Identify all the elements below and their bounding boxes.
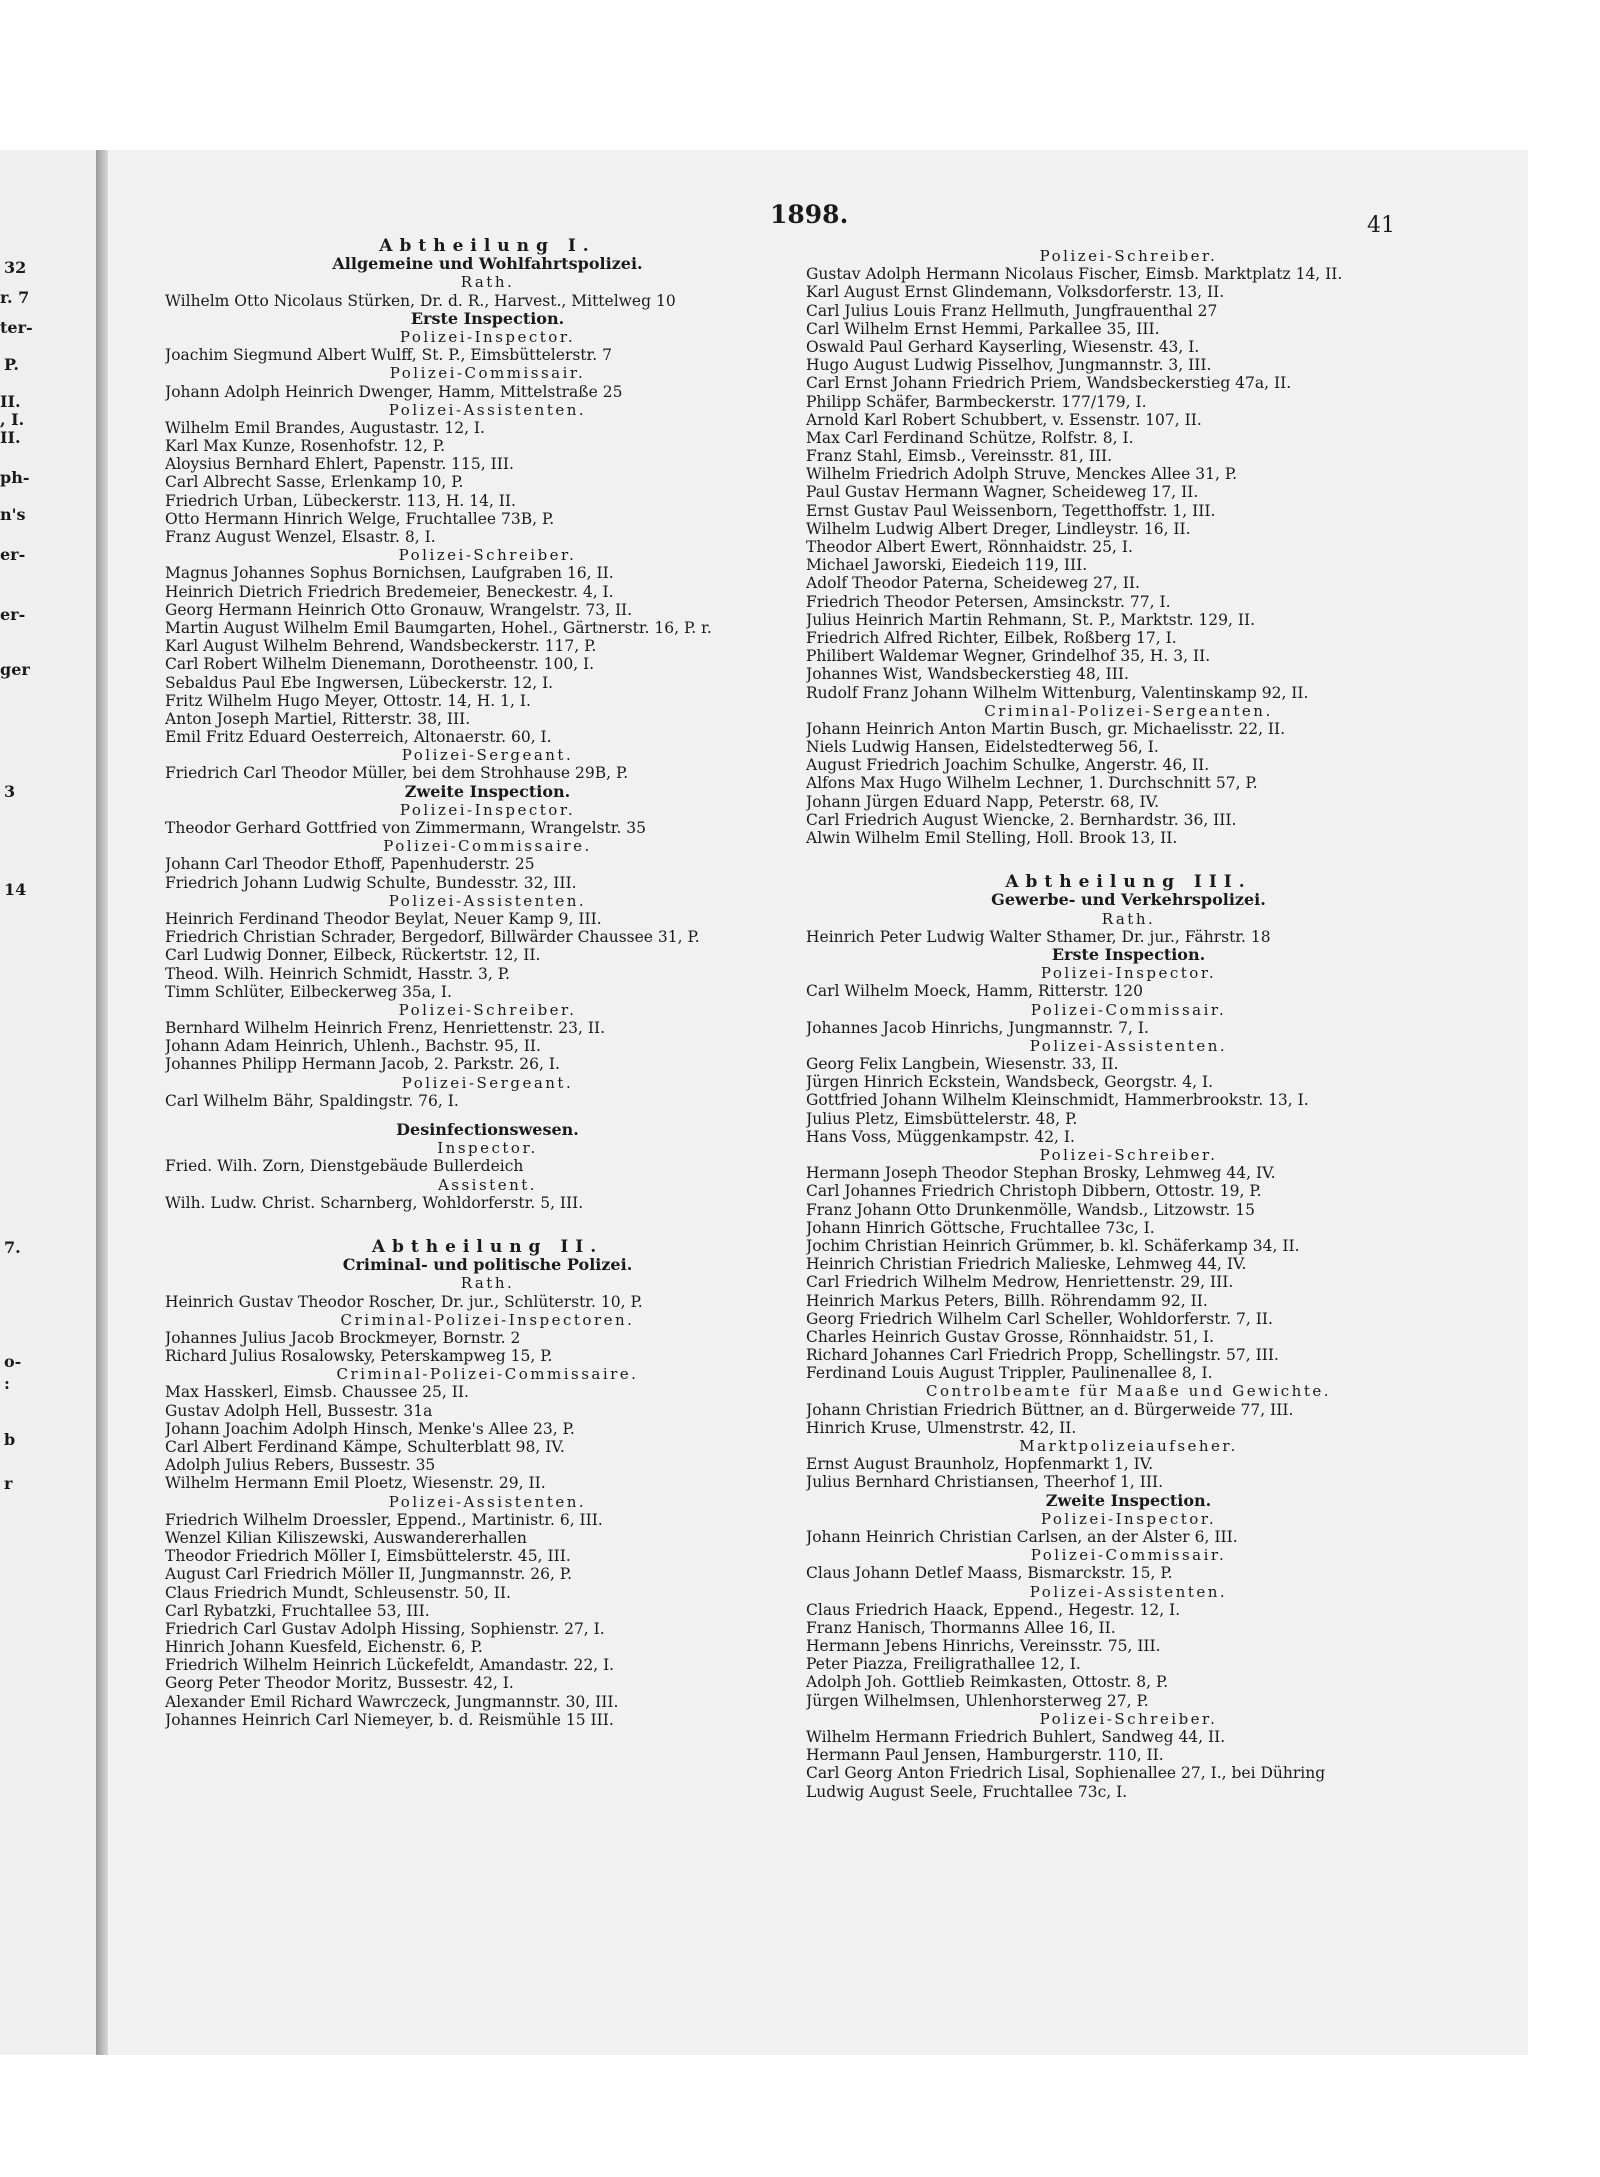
facing-page-fragment: er- (0, 545, 26, 564)
entry-line: Carl Robert Wilhelm Dienemann, Dorotheenstr. 100, I. (165, 655, 595, 674)
section-heading: Polizei-Sergeant. (401, 746, 574, 765)
entry-line: Johannes Heinrich Carl Niemeyer, b. d. Reismühle 15 III. (165, 1710, 614, 1729)
entry-line: Johann Heinrich Anton Martin Busch, gr. Michaelisstr. 22, II. (806, 719, 1286, 738)
entry-line: Julius Bernhard Christiansen, Theerhof 1, III. (806, 1473, 1164, 1492)
facing-page-fragment: r. 7 (0, 288, 30, 307)
entry-line: Heinrich Dietrich Friedrich Bredemeier, Beneckestr. 4, I. (165, 582, 614, 601)
entry-line: Theod. Wilh. Heinrich Schmidt, Hasstr. 3, P. (165, 964, 510, 983)
entry-line: Carl Ernst Johann Friedrich Priem, Wandsbeckerstieg 47a, II. (806, 374, 1292, 393)
entry-line: Carl Wilhelm Ernst Hemmi, Parkallee 35, III. (806, 319, 1160, 338)
section-heading: Polizei-Inspector. (399, 800, 576, 819)
facing-page-fragment: , I. (0, 410, 25, 429)
section-heading: Polizei-Schreiber. (398, 1000, 577, 1019)
entry-line: Hermann Joseph Theodor Stephan Brosky, Lehmweg 44, IV. (806, 1164, 1276, 1183)
section-heading: Polizei-Sergeant. (401, 1073, 574, 1092)
entry-line: Carl Johannes Friedrich Christoph Dibbern, Ottostr. 19, P. (806, 1182, 1262, 1201)
section-heading: Rath. (460, 273, 515, 292)
section-heading: Polizei-Commissaire. (383, 837, 592, 856)
facing-page-fragment: 32 (4, 258, 27, 277)
entry-line: Johannes Jacob Hinrichs, Jungmannstr. 7, I. (806, 1018, 1149, 1037)
section-spacer (165, 1110, 810, 1121)
entry-line: Wilhelm Otto Nicolaus Stürken, Dr. d. R., Harvest., Mittelweg 10 (165, 291, 676, 310)
entry-line: Arnold Karl Robert Schubbert, v. Essenstr. 107, II. (806, 410, 1202, 429)
entry-line: Max Hasskerl, Eimsb. Chaussee 25, II. (165, 1383, 469, 1402)
entry-line: Carl Julius Louis Franz Hellmuth, Jungfrauenthal 27 (806, 301, 1218, 320)
section-heading: Polizei-Commissair. (389, 364, 586, 383)
entry-line: Heinrich Christian Friedrich Malieske, Lehmweg 44, IV. (806, 1255, 1247, 1274)
entry-line: Johannes Philipp Hermann Jacob, 2. Parkstr. 26, I. (165, 1055, 560, 1074)
entry-line: Richard Julius Rosalowsky, Peterskampweg 15, P. (165, 1347, 553, 1366)
facing-page-fragment: 3 (4, 782, 16, 801)
section-heading: Zweite Inspection. (1045, 1491, 1212, 1510)
entry-line: Georg Hermann Heinrich Otto Gronauw, Wrangelstr. 73, II. (165, 600, 633, 619)
entry-line: Franz Johann Otto Drunkenmölle, Wandsb., Litzowstr. 15 (806, 1200, 1255, 1219)
entry-line: Wilhelm Hermann Friedrich Buhlert, Sandweg 44, II. (806, 1728, 1226, 1746)
entry-line: Max Carl Ferdinand Schütze, Rolfstr. 8, I. (806, 428, 1134, 447)
entry-line: Hugo August Ludwig Pisselhov, Jungmannstr. 3, III. (806, 356, 1212, 375)
entry-line: Gustav Adolph Hermann Nicolaus Fischer, Eimsb. Marktplatz 14, II. (806, 265, 1343, 284)
entry-line: Philibert Waldemar Wegner, Grindelhof 35, H. 3, II. (806, 647, 1211, 666)
section-heading: Inspector. (437, 1139, 538, 1158)
facing-page-fragment: er- (0, 605, 26, 624)
entry-line: Richard Johannes Carl Friedrich Propp, Schellingstr. 57, III. (806, 1346, 1279, 1365)
entry-line: Hinrich Kruse, Ulmenstrstr. 42, II. (806, 1418, 1077, 1437)
entry-line: Alfons Max Hugo Wilhelm Lechner, 1. Durchschnitt 57, P. (806, 774, 1258, 793)
entry-line: Wilhelm Friedrich Adolph Struve, Menckes Allee 31, P. (806, 465, 1238, 484)
section-heading: Polizei-Assistenten. (1029, 1036, 1228, 1055)
entry-line: Adolph Julius Rebers, Bussestr. 35 (165, 1456, 436, 1475)
section-heading: Polizei-Inspector. (1040, 964, 1217, 983)
entry-line: Georg Friedrich Wilhelm Carl Scheller, Wohldorferstr. 7, II. (806, 1309, 1273, 1328)
entry-line: Alwin Wilhelm Emil Stelling, Holl. Brook 13, II. (806, 829, 1178, 847)
left-column (165, 226, 810, 1729)
entry-line: Theodor Gerhard Gottfried von Zimmermann, Wrangelstr. 35 (165, 819, 647, 837)
facing-page-fragment: r (4, 1474, 13, 1493)
entry-line: Friedrich Wilhelm Droessler, Eppend., Martinistr. 6, III. (165, 1510, 603, 1529)
entry-line: Carl Ludwig Donner, Eilbeck, Rückertstr. 12, II. (165, 946, 541, 965)
entry-line: Sebaldus Paul Ebe Ingwersen, Lübeckerstr. 12, I. (165, 673, 554, 692)
section-heading: Zweite Inspection. (404, 782, 571, 801)
section-spacer (165, 1212, 810, 1238)
entry-line: Heinrich Markus Peters, Billh. Röhrendamm 92, II. (806, 1291, 1208, 1310)
facing-page-fragment: ter- (0, 318, 33, 337)
facing-page-fragment: ger (0, 660, 30, 679)
entry-line: Claus Friedrich Haack, Eppend., Hegestr. 12, I. (806, 1600, 1181, 1619)
entry-line: Hinrich Johann Kuesfeld, Eichenstr. 6, P. (165, 1638, 483, 1657)
entry-line: Charles Heinrich Gustav Grosse, Rönnhaidstr. 51, I. (806, 1327, 1215, 1346)
entry-line: Claus Johann Detlef Maass, Bismarckstr. 15, P. (806, 1564, 1173, 1583)
entry-line: Jürgen Hinrich Eckstein, Wandsbeck, Georgstr. 4, I. (806, 1073, 1213, 1092)
section-heading: Allgemeine und Wohlfahrtspolizei. (332, 255, 643, 274)
entry-line: Niels Ludwig Hansen, Eidelstedterweg 56, I. (806, 738, 1159, 757)
entry-line: Wilhelm Hermann Emil Ploetz, Wiesenstr. 29, II. (165, 1474, 546, 1493)
section-heading: Marktpolizeiaufseher. (1019, 1437, 1238, 1455)
entry-line: Carl Albert Ferdinand Kämpe, Schulterblatt 98, IV. (165, 1438, 565, 1456)
entry-line: Johann Hinrich Göttsche, Fruchtallee 73c, I. (806, 1218, 1155, 1237)
entry-line: Emil Fritz Eduard Oesterreich, Altonaerstr. 60, I. (165, 728, 552, 747)
entry-line: Fritz Wilhelm Hugo Meyer, Ottostr. 14, H. 1, I. (165, 691, 531, 710)
section-heading: Abtheilung II. (371, 1237, 604, 1257)
entry-line: Joachim Siegmund Albert Wulff, St. P., Eimsbüttelerstr. 7 (165, 346, 612, 365)
entry-line: Magnus Johannes Sophus Bornichsen, Laufgraben 16, II. (165, 564, 614, 583)
section-heading: Polizei-Schreiber. (1039, 1709, 1218, 1728)
entry-line: Wilhelm Emil Brandes, Augustastr. 12, I. (165, 418, 485, 437)
entry-line: Carl Friedrich Wilhelm Medrow, Henriettenstr. 29, III. (806, 1273, 1234, 1292)
entry-line: Martin August Wilhelm Emil Baumgarten, Hohel., Gärtnerstr. 16, P. r. (165, 618, 712, 637)
facing-page-fragment: b (4, 1430, 16, 1449)
section-heading: Criminal-Polizei-Inspectoren. (340, 1310, 635, 1329)
entry-line: Franz Stahl, Eimsb., Vereinsstr. 81, III. (806, 447, 1113, 466)
section-heading: Polizei-Assistenten. (388, 1492, 587, 1511)
entry-line: Friedrich Christian Schrader, Bergedorf, Billwärder Chaussee 31, P. (165, 928, 700, 947)
entry-line: Friedrich Theodor Petersen, Amsinckstr. 77, I. (806, 592, 1171, 611)
entry-line: Karl August Wilhelm Behrend, Wandsbeckerstr. 117, P. (165, 637, 597, 656)
entry-line: Adolf Theodor Paterna, Scheideweg 27, II. (806, 574, 1140, 593)
entry-line: Hermann Paul Jensen, Hamburgerstr. 110, II. (806, 1746, 1164, 1765)
entry-line: Jochim Christian Heinrich Grümmer, b. kl. Schäferkamp 34, II. (806, 1236, 1300, 1255)
entry-line: Julius Heinrich Martin Rehmann, St. P., Marktstr. 129, II. (806, 610, 1256, 629)
entry-line: Aloysius Bernhard Ehlert, Papenstr. 115, III. (165, 455, 514, 474)
facing-page-fragment: : (4, 1374, 10, 1393)
entry-line: Otto Hermann Hinrich Welge, Fruchtallee 73B, P. (165, 509, 555, 528)
entry-line: Johann Joachim Adolph Hinsch, Menke's Allee 23, P. (165, 1419, 575, 1438)
entry-line: Heinrich Ferdinand Theodor Beylat, Neuer Kamp 9, III. (165, 909, 602, 928)
right-column (806, 247, 1451, 1801)
entry-line: Hans Voss, Müggenkampstr. 42, I. (806, 1127, 1075, 1146)
entry-line: Carl Albrecht Sasse, Erlenkamp 10, P. (165, 473, 464, 492)
entry-line: Gottfried Johann Wilhelm Kleinschmidt, Hammerbrookstr. 13, I. (806, 1091, 1309, 1110)
entry-line: August Friedrich Joachim Schulke, Angerstr. 46, II. (806, 756, 1210, 775)
section-heading: Assistent. (437, 1175, 538, 1194)
entry-line: Alexander Emil Richard Wawrczeck, Jungmannstr. 30, III. (165, 1692, 619, 1711)
entry-line: Friedrich Johann Ludwig Schulte, Bundesstr. 32, III. (165, 873, 577, 892)
facing-page-fragment: n's (0, 505, 26, 524)
entry-line: Carl Wilhelm Moeck, Hamm, Ritterstr. 120 (806, 982, 1144, 1001)
entry-line: Michael Jaworski, Eiedeich 119, III. (806, 556, 1088, 575)
entry-line: Heinrich Peter Ludwig Walter Sthamer, Dr. jur., Fährstr. 18 (806, 927, 1271, 946)
facing-page-fragment: 14 (4, 880, 27, 899)
entry-line: Heinrich Gustav Theodor Roscher, Dr. jur., Schlüterstr. 10, P. (165, 1292, 643, 1311)
section-heading: Polizei-Assistenten. (388, 400, 587, 419)
entry-line: Johann Heinrich Christian Carlsen, an der Alster 6, III. (806, 1527, 1238, 1546)
section-heading: Polizei-Schreiber. (398, 546, 577, 565)
entry-line: Johannes Julius Jacob Brockmeyer, Bornstr. 2 (165, 1328, 521, 1347)
entry-line: Anton Joseph Martiel, Ritterstr. 38, III. (165, 709, 471, 728)
section-heading: Polizei-Assistenten. (388, 891, 587, 910)
section-heading: Controlbeamte für Maaße und Gewichte. (926, 1382, 1331, 1401)
section-heading: Desinfectionswesen. (396, 1121, 579, 1139)
section-heading: Polizei-Schreiber. (1039, 247, 1218, 265)
entry-line: Friedrich Carl Theodor Müller, bei dem Strohhause 29B, P. (165, 764, 629, 783)
section-heading: Criminal-Polizei-Sergeanten. (984, 701, 1273, 720)
entry-line: Carl Georg Anton Friedrich Lisal, Sophienallee 27, I., bei Dühring (806, 1764, 1326, 1783)
facing-page-fragment: II. (0, 428, 21, 447)
entry-line: Paul Gustav Hermann Wagner, Scheideweg 17, II. (806, 483, 1199, 502)
section-spacer (806, 847, 1451, 873)
entry-line: Ludwig August Seele, Fruchtallee 73c, I. (806, 1782, 1128, 1801)
facing-page-fragment: o- (4, 1352, 22, 1371)
entry-line: Friedrich Wilhelm Heinrich Lückefeldt, Amandastr. 22, I. (165, 1656, 615, 1675)
entry-line: Bernhard Wilhelm Heinrich Frenz, Henriettenstr. 23, II. (165, 1019, 605, 1038)
entry-line: Claus Friedrich Mundt, Schleusenstr. 50, II. (165, 1583, 511, 1602)
section-heading: Erste Inspection. (410, 309, 565, 328)
entry-line: Karl Max Kunze, Rosenhofstr. 12, P. (165, 437, 445, 456)
entry-line: Georg Peter Theodor Moritz, Bussestr. 42, I. (165, 1674, 514, 1693)
entry-line: Franz Hanisch, Thormanns Allee 16, II. (806, 1618, 1116, 1637)
entry-line: Friedrich Alfred Richter, Eilbek, Roßberg 17, I. (806, 628, 1177, 647)
entry-line: Fried. Wilh. Zorn, Dienstgebäude Bullerdeich (165, 1157, 524, 1176)
entry-line: Friedrich Urban, Lübeckerstr. 113, H. 14, II. (165, 491, 516, 510)
entry-line: Oswald Paul Gerhard Kayserling, Wiesenstr. 43, I. (806, 337, 1200, 356)
section-heading: Polizei-Commissair. (1030, 1546, 1227, 1565)
section-heading: Polizei-Inspector. (399, 327, 576, 346)
entry-line: Philipp Schäfer, Barmbeckerstr. 177/179, I. (806, 392, 1147, 411)
entry-line: Theodor Albert Ewert, Rönnhaidstr. 25, I. (806, 538, 1133, 556)
entry-line: Johann Christian Friedrich Büttner, an d. Bürgerweide 77, III. (806, 1400, 1294, 1419)
section-heading: Erste Inspection. (1051, 945, 1206, 964)
entry-line: Ernst Gustav Paul Weissenborn, Tegetthoffstr. 1, III. (806, 501, 1216, 520)
section-heading: Gewerbe- und Verkehrspolizei. (991, 891, 1266, 910)
entry-line: Hermann Jebens Hinrichs, Vereinsstr. 75, III. (806, 1637, 1161, 1656)
section-heading: Polizei-Assistenten. (1029, 1582, 1228, 1601)
entry-line: Georg Felix Langbein, Wiesenstr. 33, II. (806, 1055, 1119, 1074)
entry-line: Carl Friedrich August Wiencke, 2. Bernhardstr. 36, III. (806, 810, 1237, 829)
entry-line: Johann Jürgen Eduard Napp, Peterstr. 68, IV. (806, 792, 1160, 811)
section-heading: Rath. (460, 1274, 515, 1293)
entry-line: Timm Schlüter, Eilbeckerweg 35a, I. (165, 982, 452, 1001)
book-spine (96, 150, 108, 2055)
entry-line: Ferdinand Louis August Trippler, Paulinenallee 8, I. (806, 1364, 1213, 1383)
section-heading: Abtheilung I. (379, 237, 596, 256)
section-heading: Rath. (1101, 909, 1156, 928)
facing-page-fragment: P. (4, 355, 19, 374)
entry-line: Johannes Wist, Wandsbeckerstieg 48, III. (806, 665, 1129, 684)
entry-line: Peter Piazza, Freiligrathallee 12, I. (806, 1655, 1081, 1674)
page-number: 41 (1367, 213, 1395, 238)
section-heading: Abtheilung III. (1005, 873, 1252, 892)
facing-page-fragment: ph- (0, 468, 30, 487)
entry-line: Jürgen Wilhelmsen, Uhlenhorsterweg 27, P. (806, 1691, 1149, 1710)
section-heading: Criminal- und politische Polizei. (342, 1256, 633, 1275)
entry-line: Gustav Adolph Hell, Bussestr. 31a (165, 1401, 433, 1420)
section-heading: Polizei-Schreiber. (1039, 1146, 1218, 1164)
entry-line: Johann Adam Heinrich, Uhlenh., Bachstr. 95, II. (165, 1037, 541, 1056)
entry-line: Franz August Wenzel, Elsastr. 8, I. (165, 528, 436, 546)
entry-line: Julius Pletz, Eimsbüttelerstr. 48, P. (806, 1109, 1078, 1128)
entry-line: Johann Adolph Heinrich Dwenger, Hamm, Mittelstraße 25 (165, 382, 623, 401)
entry-line: Ernst August Braunholz, Hopfenmarkt 1, IV. (806, 1455, 1154, 1474)
entry-line: Carl Rybatzki, Fruchtallee 53, III. (165, 1601, 430, 1620)
section-heading: Polizei-Inspector. (1040, 1509, 1217, 1528)
section-heading: Polizei-Commissair. (1030, 1000, 1227, 1019)
section-heading: Criminal-Polizei-Commissaire. (336, 1365, 639, 1384)
entry-line: Rudolf Franz Johann Wilhelm Wittenburg, Valentinskamp 92, II. (806, 683, 1309, 702)
entry-line: Friedrich Carl Gustav Adolph Hissing, Sophienstr. 27, I. (165, 1619, 605, 1638)
section-spacer (165, 226, 810, 237)
entry-line: Carl Wilhelm Bähr, Spaldingstr. 76, I. (165, 1091, 459, 1110)
entry-line: Johann Carl Theodor Ethoff, Papenhuderstr. 25 (165, 855, 535, 874)
entry-line: Karl August Ernst Glindemann, Volksdorferstr. 13, II. (806, 283, 1225, 302)
entry-line: Wenzel Kilian Kiliszewski, Auswandererhallen (165, 1528, 527, 1547)
page-year: 1898. (770, 200, 849, 229)
entry-line: Wilh. Ludw. Christ. Scharnberg, Wohldorferstr. 5, III. (165, 1193, 584, 1212)
entry-line: August Carl Friedrich Möller II, Jungmannstr. 26, P. (165, 1565, 573, 1584)
entry-line: Wilhelm Ludwig Albert Dreger, Lindleystr. 16, II. (806, 519, 1191, 538)
entry-line: Theodor Friedrich Möller I, Eimsbüttelerstr. 45, III. (165, 1547, 571, 1566)
entry-line: Adolph Joh. Gottlieb Reimkasten, Ottostr. 8, P. (806, 1673, 1169, 1692)
facing-page-fragment: II. (0, 392, 21, 411)
facing-page-fragment: 7. (4, 1238, 21, 1257)
